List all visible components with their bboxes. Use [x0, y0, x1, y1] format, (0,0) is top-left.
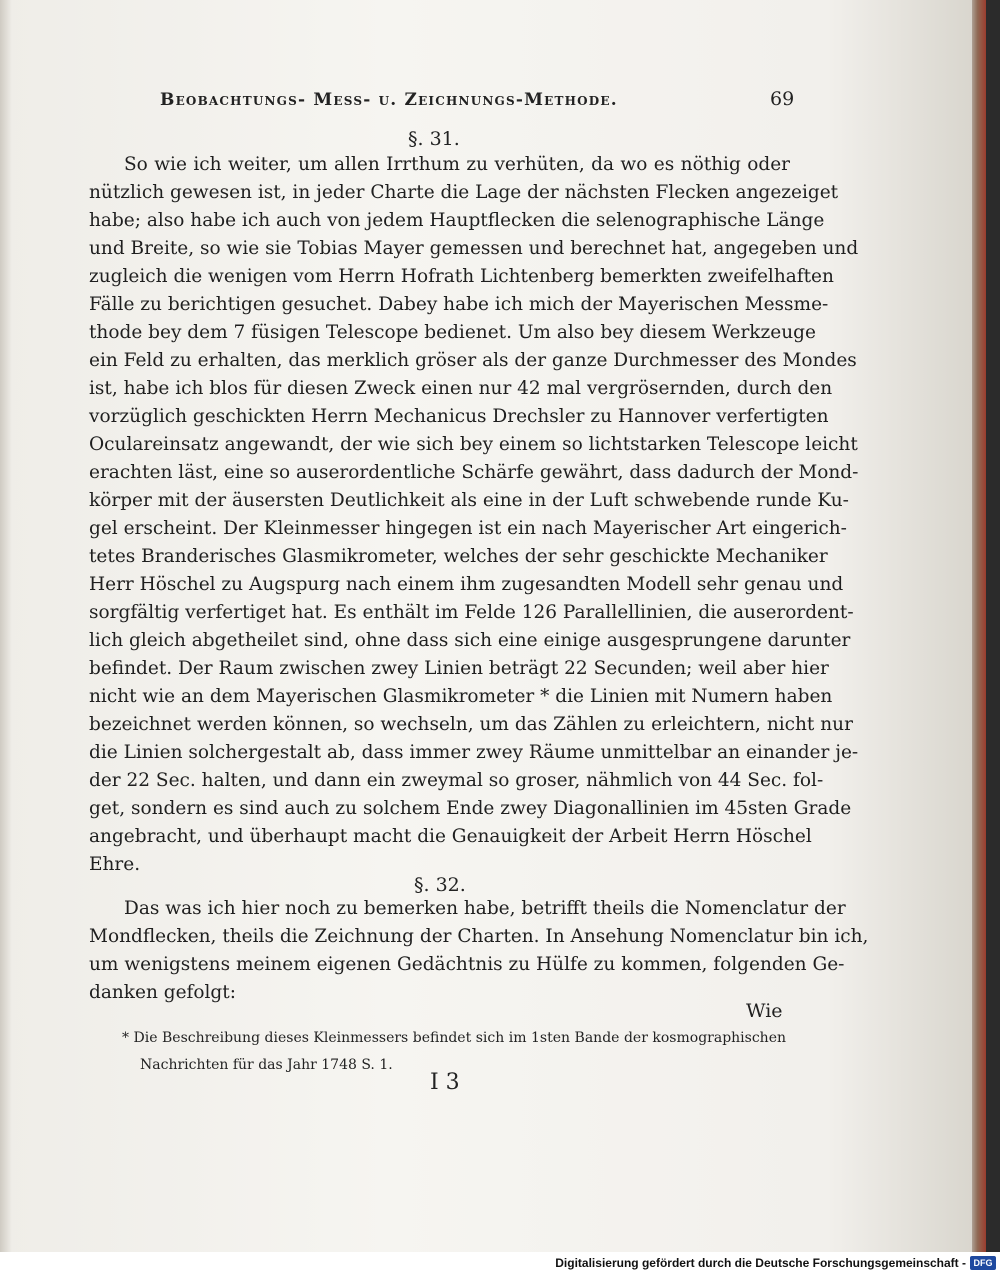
text-line: lich gleich abgetheilet sind, ohne dass sich eine einige ausgesprungene darunter [89, 630, 851, 651]
text-line: und Breite, so wie sie Tobias Mayer gemessen und berechnet hat, angegeben und [89, 238, 859, 259]
footnote-line-1: * Die Beschreibung dieses Kleinmessers befindet sich im 1sten Bande der kosmographischen [122, 1030, 786, 1046]
signature-mark: I 3 [430, 1070, 460, 1095]
text-line: Fälle zu berichtigen gesuchet. Dabey habe ich mich der Mayerischen Messme- [89, 294, 829, 315]
text-line: So wie ich weiter, um allen Irrthum zu verhüten, da wo es nöthig oder [124, 154, 790, 175]
dfg-logo-icon: DFG [970, 1256, 996, 1270]
text-line: angebracht, und überhaupt macht die Genauigkeit der Arbeit Herrn Höschel [89, 826, 812, 847]
text-line: habe; also habe ich auch von jedem Hauptflecken die selenographische Länge [89, 210, 825, 231]
text-line: Herr Höschel zu Augspurg nach einem ihm zugesandten Modell sehr genau und [89, 574, 844, 595]
text-line: nützlich gewesen ist, in jeder Charte die Lage der nächsten Flecken angezeiget [89, 182, 839, 203]
text-line: der 22 Sec. halten, und dann ein zweymal so groser, nähmlich von 44 Sec. fol- [89, 770, 824, 791]
text-line: sorgfältig verfertiget hat. Es enthält im Felde 126 Parallellinien, die auserordent- [89, 602, 854, 623]
text-line: bezeichnet werden können, so wechseln, um das Zählen zu erleichtern, nicht nur [89, 714, 853, 735]
text-line: um wenigstens meinem eigenen Gedächtnis zu Hülfe zu kommen, folgenden Ge- [89, 954, 845, 975]
section-31-heading: §. 31. [408, 128, 460, 150]
text-line: Mondflecken, theils die Zeichnung der Charten. In Ansehung Nomenclatur bin ich, [89, 926, 869, 947]
text-line: nicht wie an dem Mayerischen Glasmikrometer * die Linien mit Numern haben [89, 686, 833, 707]
text-line: gel erscheint. Der Kleinmesser hingegen ist ein nach Mayerischer Art eingerich- [89, 518, 847, 539]
text-line: die Linien solchergestalt ab, dass immer zwey Räume unmittelbar an einander je- [89, 742, 859, 763]
text-line: zugleich die wenigen vom Herrn Hofrath Lichtenberg bemerkten zweifelhaften [89, 266, 834, 287]
text-line: körper mit der äusersten Deutlichkeit als eine in der Luft schwebende runde Ku- [89, 490, 849, 511]
text-line: thode bey dem 7 füsigen Telescope bedienet. Um also bey diesem Werkzeuge [89, 322, 816, 343]
page-number: 69 [770, 88, 795, 110]
text-line: danken gefolgt: [89, 982, 236, 1003]
text-line: Das was ich hier noch zu bemerken habe, betrifft theils die Nomenclatur der [124, 898, 846, 919]
text-line: ist, habe ich blos für diesen Zweck einen nur 42 mal vergrösernden, durch den [89, 378, 833, 399]
digitization-credit: Digitalisierung gefördert durch die Deutsche Forschungsgemeinschaft - [555, 1256, 966, 1270]
page-gutter-shade [0, 0, 12, 1252]
text-line: get, sondern es sind auch zu solchem Ende zwey Diagonallinien im 45sten Grade [89, 798, 852, 819]
text-line: befindet. Der Raum zwischen zwey Linien beträgt 22 Secunden; weil aber hier [89, 658, 829, 679]
text-line: tetes Branderisches Glasmikrometer, welches der sehr geschickte Mechaniker [89, 546, 828, 567]
text-line: Oculareinsatz angewandt, der wie sich bey einem so lichtstarken Telescope leicht [89, 434, 858, 455]
text-line: Ehre. [89, 854, 141, 875]
running-head: Beobachtungs- Mess- u. Zeichnungs-Methode. [160, 90, 618, 110]
footnote-line-2: Nachrichten für das Jahr 1748 S. 1. [140, 1057, 393, 1073]
text-line: ein Feld zu erhalten, das merklich gröser als der ganze Durchmesser des Mondes [89, 350, 857, 371]
text-line: erachten läst, eine so auserordentliche Schärfe gewährt, dass dadurch der Mond- [89, 462, 859, 483]
text-line: vorzüglich geschickten Herrn Mechanicus Drechsler zu Hannover verfertigten [89, 406, 829, 427]
catchword: Wie [746, 1000, 783, 1022]
section-32-heading: §. 32. [414, 874, 466, 896]
book-edge-dark [986, 0, 1000, 1252]
